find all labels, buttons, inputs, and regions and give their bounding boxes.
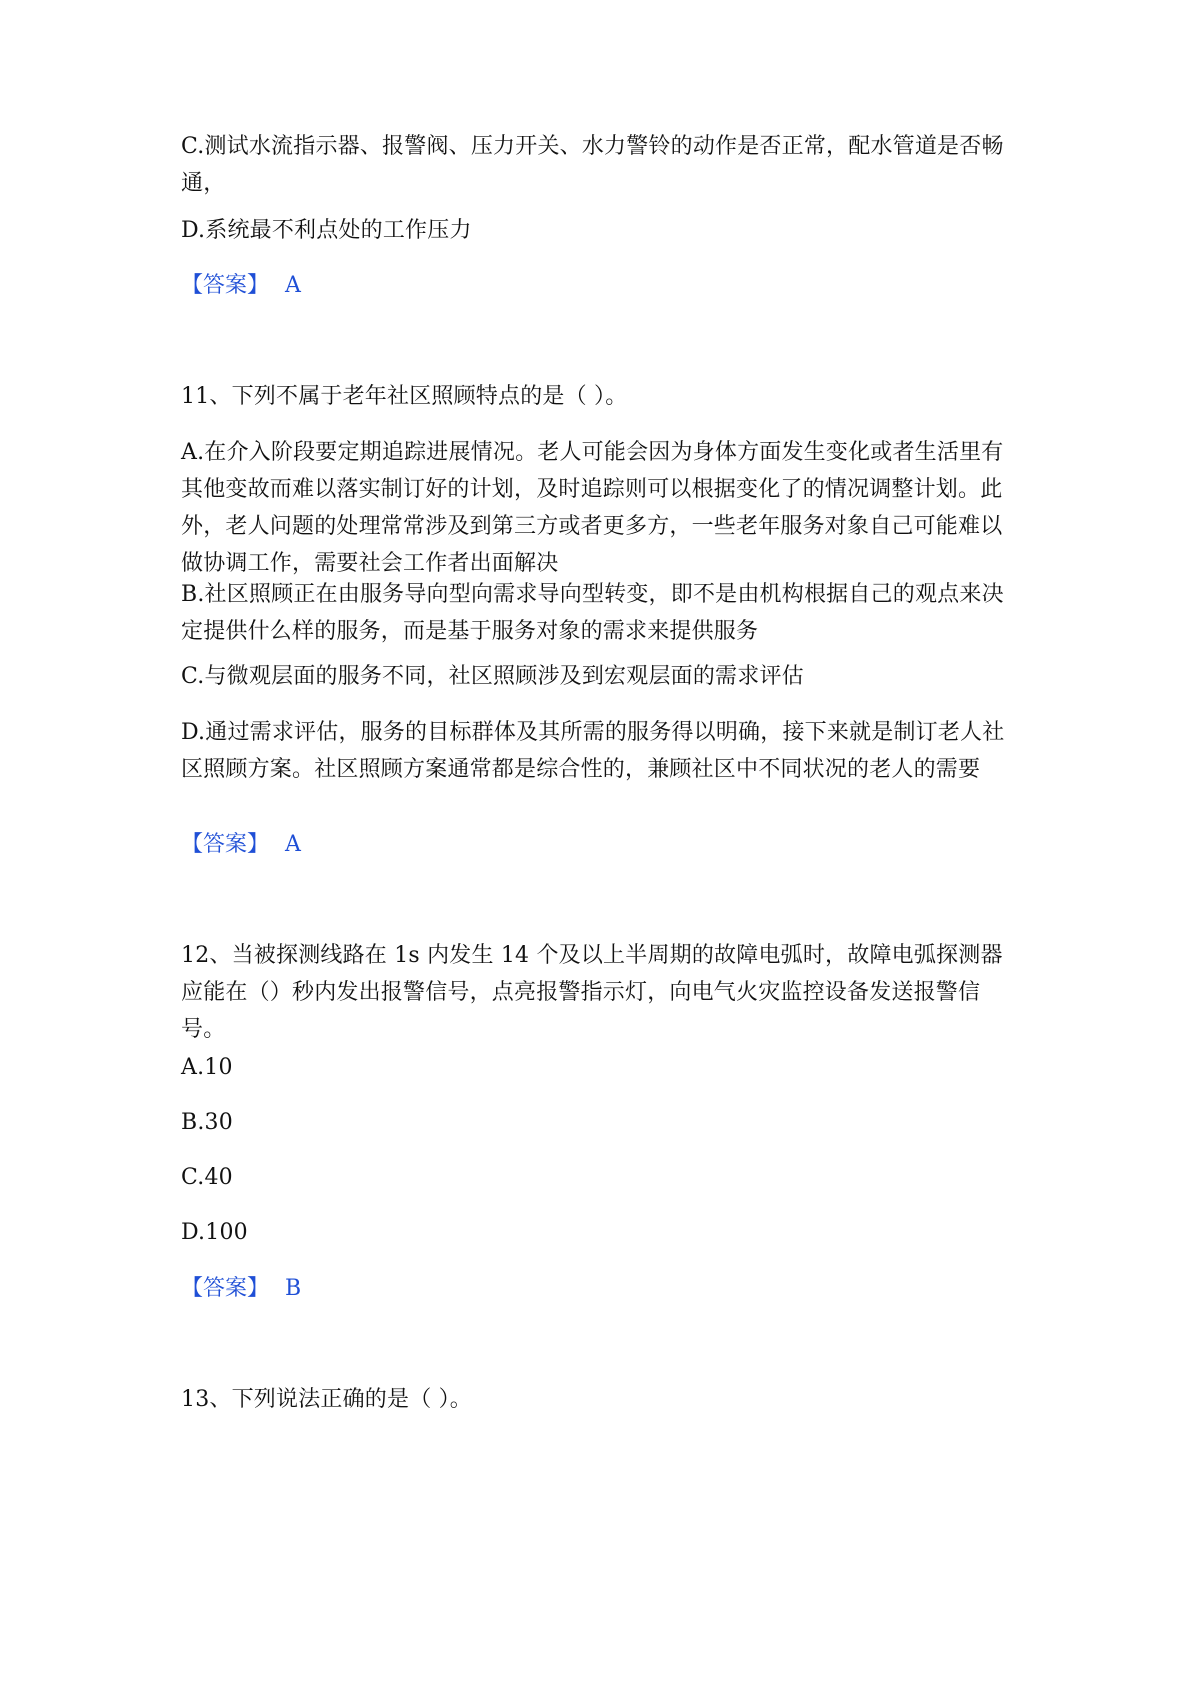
answer-value: A <box>285 832 301 857</box>
answer-label: 【答案】 <box>181 273 270 298</box>
answer-value: A <box>285 273 301 298</box>
q11-option-c: C.与微观层面的服务不同，社区照顾涉及到宏观层面的需求评估 <box>181 664 804 689</box>
answer-value: B <box>285 1276 302 1301</box>
q12-option-b: B.30 <box>181 1110 233 1135</box>
q11-option-b: B.社区照顾正在由服务导向型向需求导向型转变，即不是由机构根据自己的观点来决定提供什么样的服务，而是基于服务对象的需求来提供服务 <box>181 582 1004 644</box>
q10-option-c: C.测试水流指示器、报警阀、压力开关、水力警铃的动作是否正常，配水管道是否畅通， <box>181 134 1004 196</box>
answer-label: 【答案】 <box>181 832 270 857</box>
q12-answer <box>181 1270 301 1307</box>
q10-answer <box>181 267 301 304</box>
q12-option-a: A.10 <box>181 1055 233 1080</box>
q12-stem: 12、当被探测线路在 1s 内发生 14 个及以上半周期的故障电弧时，故障电弧探测器应能在（）秒内发出报警信号，点亮报警指示灯，向电气火灾监控设备发送报警信号。 <box>181 943 1003 1042</box>
q12-option-d: D.100 <box>181 1220 248 1245</box>
q11-option-d: D.通过需求评估，服务的目标群体及其所需的服务得以明确，接下来就是制订老人社区照顾方案。社区照顾方案通常都是综合性的，兼顾社区中不同状况的老人的需要 <box>181 720 1005 782</box>
q11-answer <box>181 826 301 863</box>
q11-option-a: A.在介入阶段要定期追踪进展情况。老人可能会因为身体方面发生变化或者生活里有其他变故而难以落实制订好的计划，及时追踪则可以根据变化了的情况调整计划。此外，老人问题的处理常常涉及到第三方或者更多方，一些老年服务对象自己可能难以做协调工作，需要社会工作者出面解决 <box>181 440 1004 576</box>
q12-option-c: C.40 <box>181 1165 233 1190</box>
q10-option-d: D.系统最不利点处的工作压力 <box>181 218 472 243</box>
q13-stem: 13、下列说法正确的是（ ）。 <box>181 1387 472 1412</box>
q11-stem: 11、下列不属于老年社区照顾特点的是（ ）。 <box>181 384 628 409</box>
answer-label: 【答案】 <box>181 1276 270 1301</box>
